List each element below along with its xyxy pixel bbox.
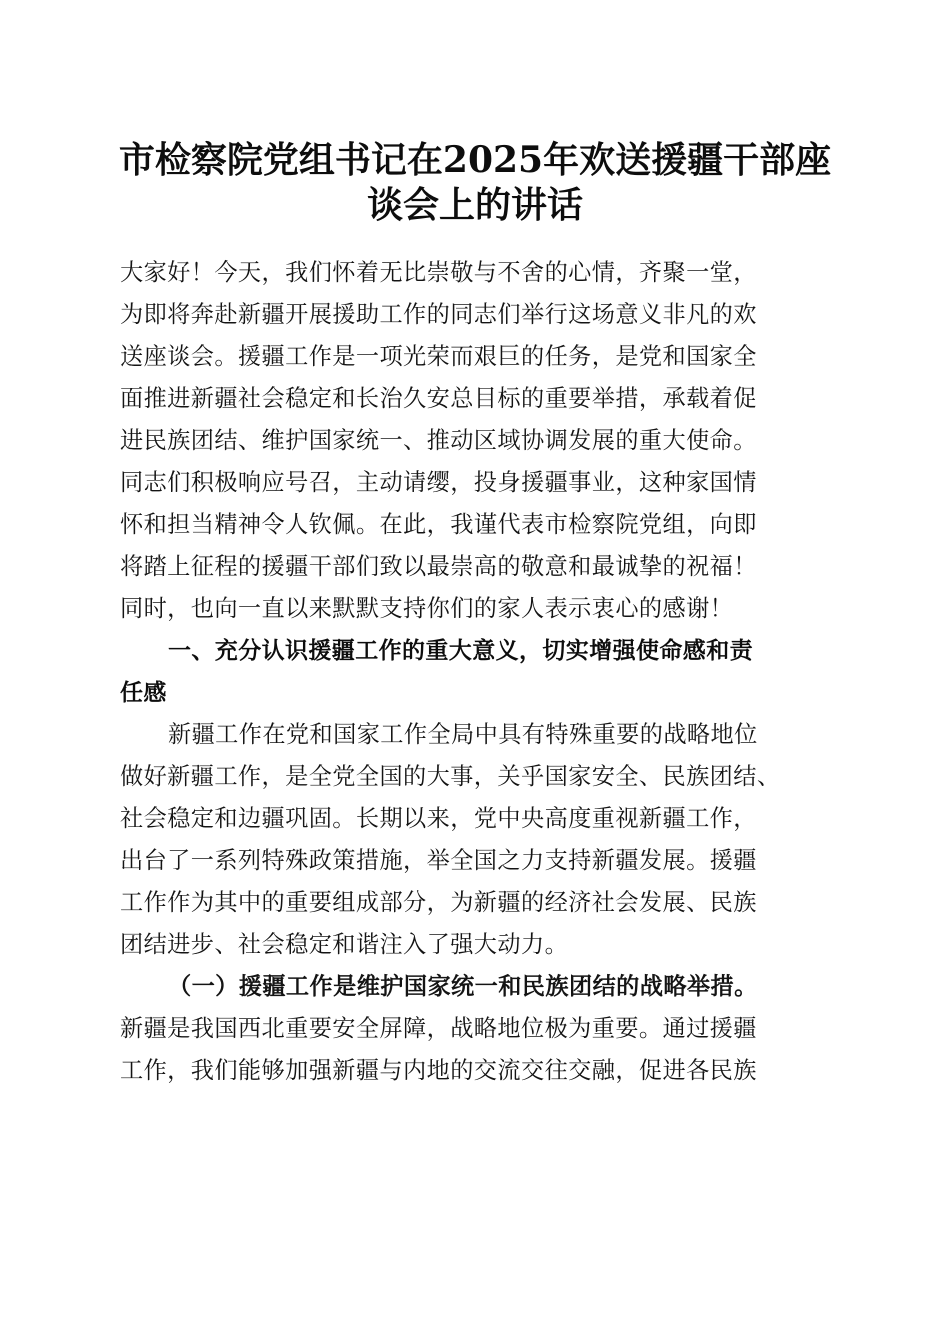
paragraph-line: 同志们积极响应号召，主动请缨，投身援疆事业，这种家国情 [120,469,757,496]
paragraph-line: 工作作为其中的重要组成部分，为新疆的经济社会发展、民族 [120,889,757,916]
paragraph-line: 做好新疆工作，是全党全国的大事，关乎国家安全、民族团结、 [120,763,781,790]
opening-paragraph [120,252,850,630]
document-title [90,138,860,228]
title-line: 谈会上的讲话 [366,184,583,226]
paragraph-line: 新疆工作在党和国家工作全局中具有特殊重要的战略地位 [168,721,758,748]
heading-line: 一、充分认识援疆工作的重大意义，切实增强使命感和责 [168,638,753,664]
paragraph-line: 怀和担当精神令人钦佩。在此，我谨代表市检察院党组，向即 [120,511,757,538]
paragraph-line: 同时，也向一直以来默默支持你们的家人表示衷心的感谢！ [120,595,734,622]
section-heading [120,630,850,714]
document-body [120,252,850,1092]
paragraph-line: 为即将奔赴新疆开展援助工作的同志们举行这场意义非凡的欢 [120,301,757,328]
heading-line: 任感 [120,680,167,706]
paragraph-line: 出台了一系列特殊政策措施，举全国之力支持新疆发展。援疆 [120,847,757,874]
subsection-paragraph [120,966,850,1092]
paragraph-line: 社会稳定和边疆巩固。长期以来，党中央高度重视新疆工作， [120,805,757,832]
paragraph-line: 新疆是我国西北重要安全屏障，战略地位极为重要。通过援疆 [120,1015,757,1042]
section-paragraph [120,714,850,966]
paragraph-line: 进民族团结、维护国家统一、推动区域协调发展的重大使命。 [120,427,757,454]
paragraph-line: 大家好！今天，我们怀着无比崇敬与不舍的心情，齐聚一堂， [120,259,757,286]
title-line: 市检察院党组书记在2025年欢送援疆干部座 [118,139,832,181]
subsection-heading-line: （一）援疆工作是维护国家统一和民族团结的战略举措。 [168,973,758,1000]
paragraph-line: 面推进新疆社会稳定和长治久安总目标的重要举措，承载着促 [120,385,757,412]
paragraph-line: 送座谈会。援疆工作是一项光荣而艰巨的任务，是党和国家全 [120,343,757,370]
paragraph-line: 团结进步、社会稳定和谐注入了强大动力。 [120,931,569,958]
paragraph-line: 将踏上征程的援疆干部们致以最崇高的敬意和最诚挚的祝福！ [120,553,757,580]
paragraph-line: 工作，我们能够加强新疆与内地的交流交往交融，促进各民族 [120,1057,757,1084]
